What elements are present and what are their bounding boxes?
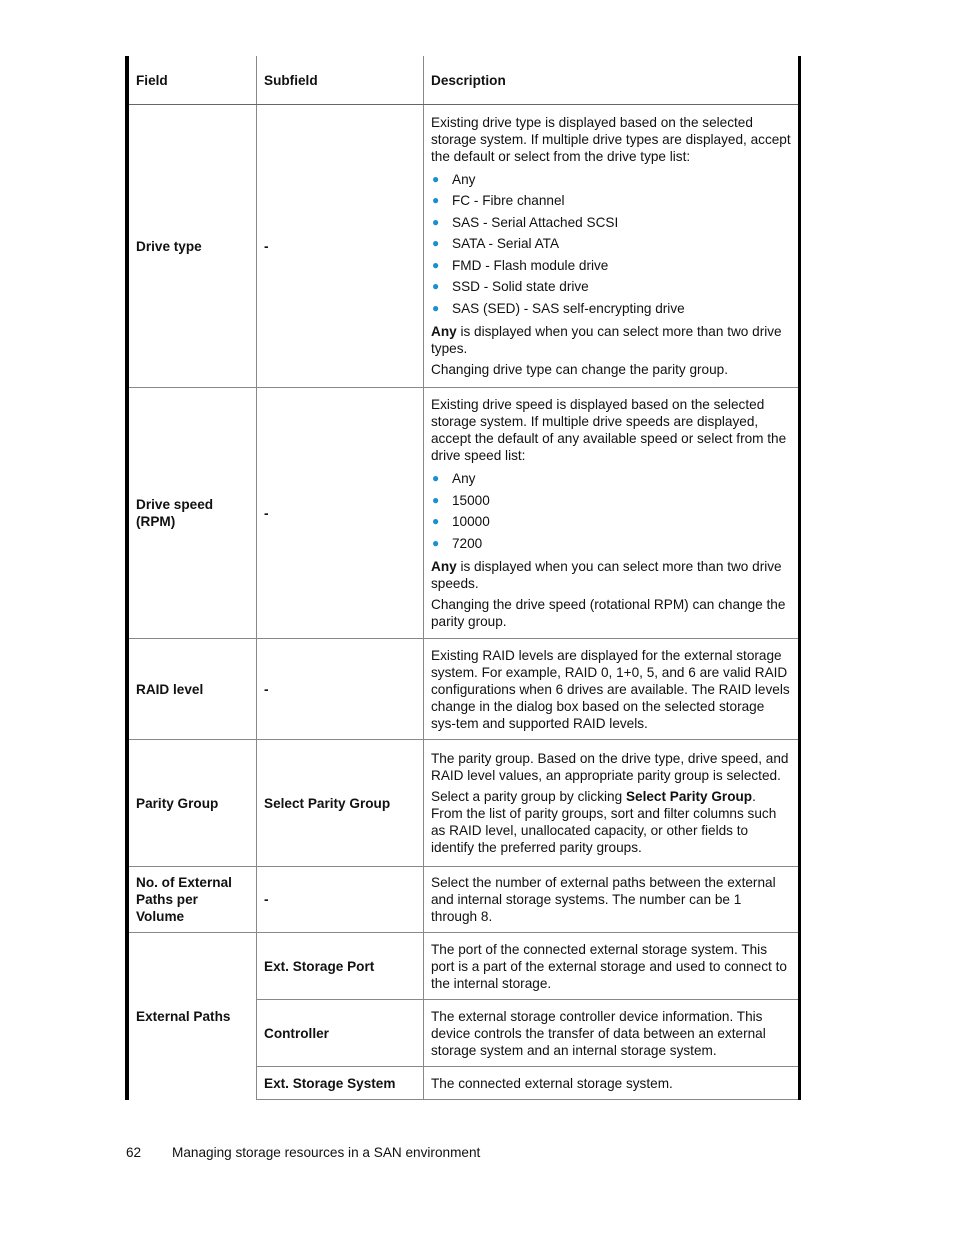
table-row-drive-speed	[127, 388, 800, 639]
list-item: ● Any	[431, 468, 791, 490]
table-row-raid-level	[127, 639, 800, 740]
list-item: ● 10000	[431, 511, 791, 533]
bullet-icon: ●	[432, 492, 440, 507]
header-description: Description	[424, 56, 800, 105]
table-row-external-paths	[127, 933, 800, 1000]
list-item: ● SATA - Serial ATA	[431, 233, 791, 255]
list-item: ● SSD - Solid state drive	[431, 276, 791, 298]
description-para: Select a parity group by clicking Select Parity Group. From the list of parity groups, sort and filter columns such as RAID level, unallocated capacity, or other fields to identify the preferred parity groups.	[431, 789, 777, 855]
list-item: ● 7200	[431, 533, 791, 555]
list-item: ● SAS (SED) - SAS self-encrypting drive	[431, 298, 791, 320]
bullet-icon: ●	[432, 214, 440, 229]
subfield-cell: -	[257, 105, 424, 388]
subfield-cell: Ext. Storage Port	[257, 933, 424, 1000]
description-intro: Existing drive type is displayed based on the selected storage system. If multiple drive types are displayed, accept the default or select from the drive type list:	[431, 114, 791, 164]
table-row-drive-type	[127, 105, 800, 388]
bullet-icon: ●	[432, 171, 440, 186]
field-cell: Parity Group	[127, 740, 257, 867]
field-cell: External Paths	[127, 933, 257, 1100]
any-note: Any is displayed when you can select more than two drive speeds.	[431, 559, 782, 591]
header-field: Field	[127, 56, 257, 105]
footer-title: Managing storage resources in a SAN environment	[172, 1145, 481, 1160]
description-cell: Existing RAID levels are displayed for the external storage system. For example, RAID 0, 1+0, 5, and 6 are valid RAID configurations when 6 drives are available. The RAID levels change in the dialog box based on the selected storage sys-tem and supported RAID levels.	[424, 639, 800, 740]
bullet-icon: ●	[432, 514, 440, 528]
subfield-cell: -	[257, 867, 424, 933]
page-footer	[126, 1145, 480, 1160]
description-cell: Select the number of external paths between the external and internal storage systems. The number can be 1 through 8.	[424, 867, 800, 933]
table-header-row	[127, 56, 800, 105]
list-item: ● FMD - Flash module drive	[431, 255, 791, 277]
bullet-icon: ●	[432, 193, 440, 208]
bullet-icon: ●	[432, 236, 440, 251]
description-cell	[424, 388, 800, 639]
subfield-cell: Ext. Storage System	[257, 1067, 424, 1100]
table-row-parity-group	[127, 740, 800, 867]
description-cell: The port of the connected external storage system. This port is a part of the external storage and used to connect to the internal storage.	[424, 933, 800, 1000]
change-note: Changing drive type can change the parity group.	[431, 362, 728, 378]
field-cell: Drive type	[127, 105, 257, 388]
bullet-icon: ●	[432, 535, 440, 550]
bullet-icon: ●	[432, 279, 440, 294]
change-note: Changing the drive speed (rotational RPM) can change the parity group.	[431, 597, 786, 629]
table-row-external-paths-count	[127, 867, 800, 933]
list-item: ● Any	[431, 169, 791, 191]
any-note: Any is displayed when you can select more than two drive types.	[431, 324, 782, 357]
subfield-cell: -	[257, 388, 424, 639]
bullet-icon: ●	[432, 300, 440, 315]
description-intro: Existing drive speed is displayed based on the selected storage system. If multiple drive speeds are displayed, accept the default of any available speed or select from the drive speed list:	[431, 397, 787, 463]
list-item: ● 15000	[431, 490, 791, 512]
header-subfield: Subfield	[257, 56, 424, 105]
description-cell: The connected external storage system.	[424, 1067, 800, 1100]
drive-type-list	[431, 169, 791, 320]
field-cell: RAID level	[127, 639, 257, 740]
list-item: ● SAS - Serial Attached SCSI	[431, 212, 791, 234]
description-cell	[424, 740, 800, 867]
field-reference-table	[125, 56, 801, 1100]
subfield-cell: -	[257, 639, 424, 740]
description-cell	[424, 105, 800, 388]
subfield-cell: Select Parity Group	[257, 740, 424, 867]
bullet-icon: ●	[432, 257, 440, 272]
subfield-cell: Controller	[257, 1000, 424, 1067]
bullet-icon: ●	[432, 471, 440, 485]
field-cell: No. of External Paths per Volume	[127, 867, 257, 933]
description-cell: The external storage controller device information. This device controls the transfer of data between an external storage system and an internal storage system.	[424, 1000, 800, 1067]
description-para: The parity group. Based on the drive type, drive speed, and RAID level values, an appropriate parity group is selected.	[431, 751, 789, 783]
field-cell: Drive speed (RPM)	[127, 388, 257, 639]
list-item: ● FC - Fibre channel	[431, 190, 791, 212]
drive-speed-list	[431, 468, 791, 554]
page-number: 62	[126, 1145, 142, 1160]
